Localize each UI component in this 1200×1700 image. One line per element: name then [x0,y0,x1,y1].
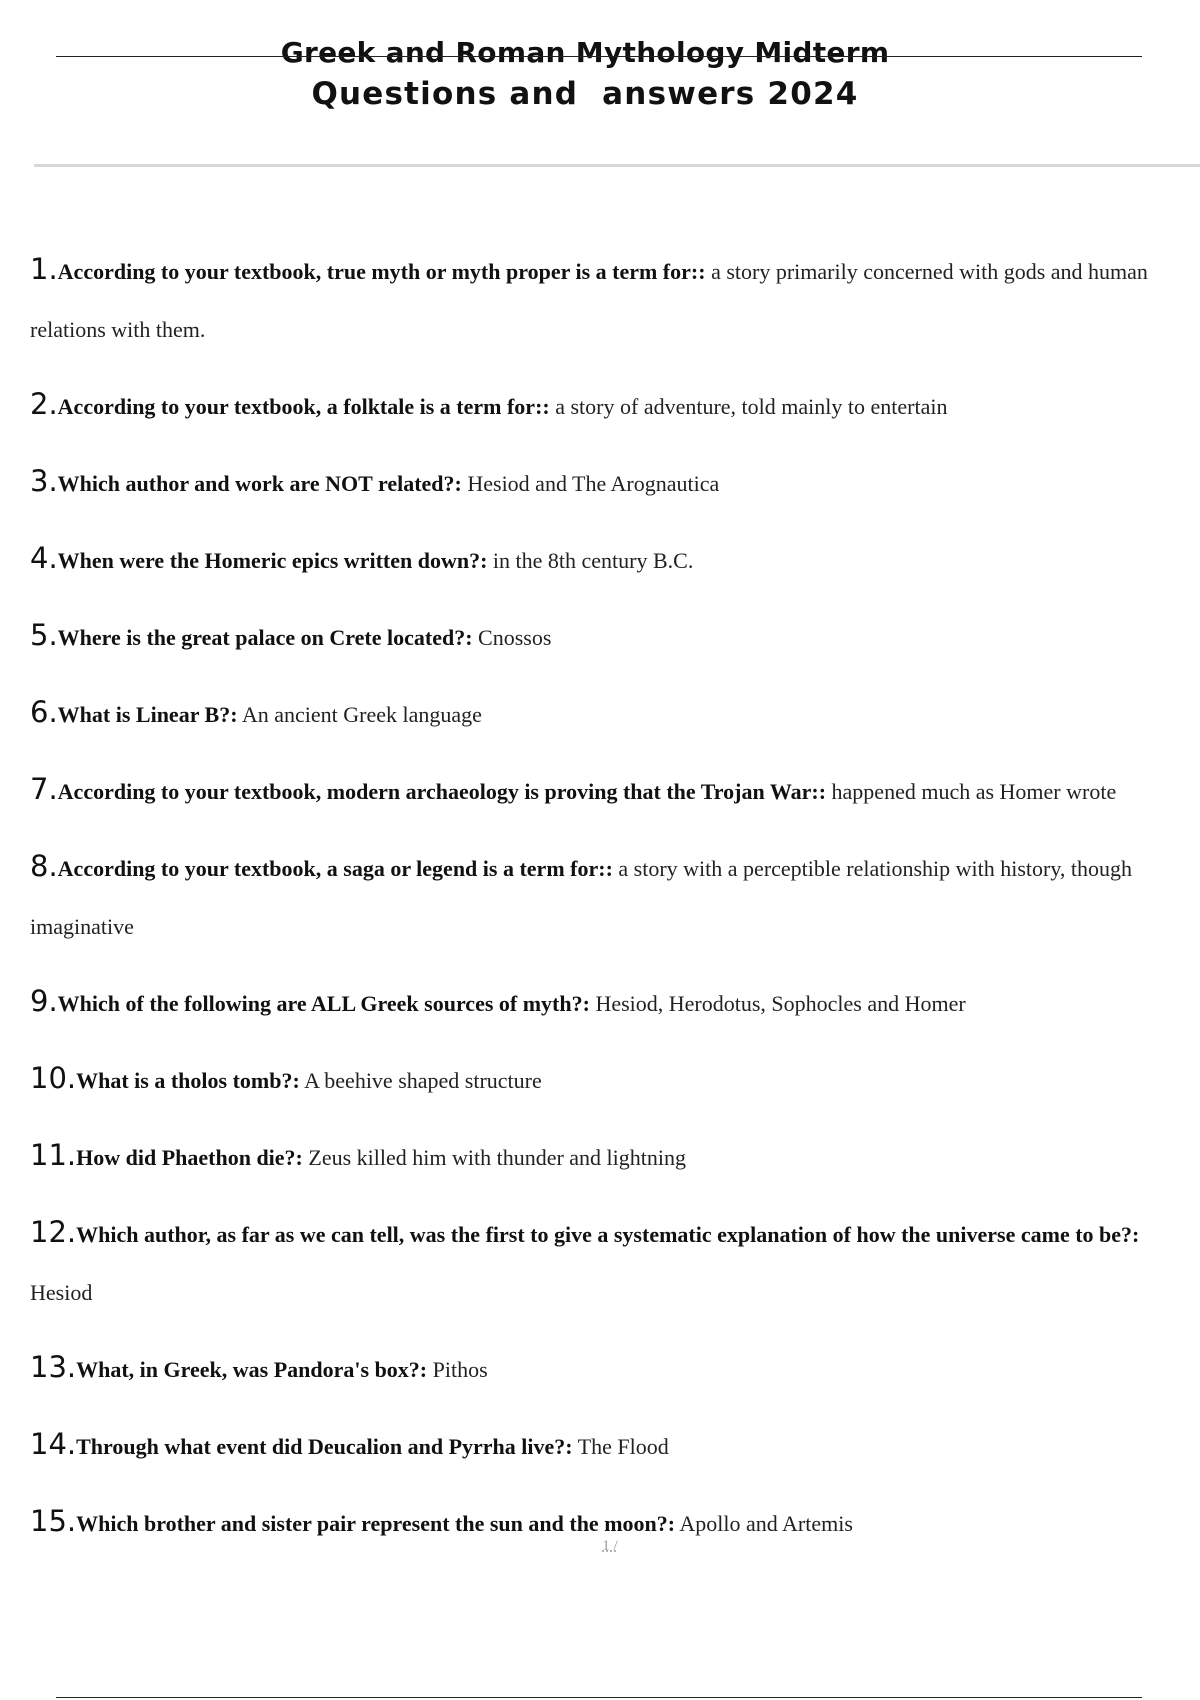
question-number: 3. [30,464,58,498]
qa-item-11 [30,1126,1195,1187]
question-number: 5. [30,618,58,652]
question-number: 15. [30,1504,77,1538]
answer-text: A beehive shaped structure [304,1068,542,1093]
question-text: When were the Homeric epics written down?: [57,548,488,573]
answer-text: The Flood [577,1434,669,1459]
document-subtitle: Questions and answers 2024 [311,76,859,112]
question-number: 13. [30,1350,77,1384]
qa-item-5 [30,606,1195,667]
qa-item-9 [30,972,1195,1033]
question-number: 12. [30,1215,77,1249]
answer-text: a story with a perceptible relationship with history, though imaginative [30,856,1133,939]
qa-item-14 [30,1415,1195,1476]
answer-text: Pithos [432,1357,488,1382]
qa-item-7 [30,760,1195,821]
qa-item-4 [30,529,1195,590]
answer-text: happened much as Homer wrote [831,779,1117,804]
question-number: 8. [30,849,58,883]
qa-item-2 [30,375,1195,436]
qa-item-10 [30,1049,1195,1110]
answer-text: Hesiod, Herodotus, Sophocles and Homer [595,991,966,1016]
question-number: 9. [30,984,58,1018]
question-number: 6. [30,695,58,729]
question-text: What is Linear B?: [57,702,238,727]
answer-text: a story of adventure, told mainly to entertain [555,394,948,419]
document-title: Greek and Roman Mythology Midterm [280,36,890,69]
question-number: 4. [30,541,58,575]
question-number: 7. [30,772,58,806]
question-text: What, in Greek, was Pandora's box?: [76,1357,428,1382]
question-text: Which author and work are NOT related?: [57,471,462,496]
question-number: 10. [30,1061,77,1095]
question-text: Which of the following are ALL Greek sources of myth?: [57,991,590,1016]
answer-text: a story primarily concerned with gods and human relations with them. [30,259,1148,342]
qa-item-1 [30,240,1195,359]
question-text: Where is the great palace on Crete located?: [57,625,473,650]
answer-text: Hesiod [30,1280,93,1305]
footer-rule [56,1697,1142,1698]
answer-text: Apollo and Artemis [679,1511,853,1536]
question-number: 14. [30,1427,77,1461]
qa-item-3 [30,452,1195,513]
question-text: Which brother and sister pair represent the sun and the moon?: [76,1511,676,1536]
question-text: According to your textbook, a saga or legend is a term for:: [57,856,613,881]
question-text: According to your textbook, a folktale is a term for:: [57,394,550,419]
qa-item-8 [30,837,1195,956]
question-answer-list [30,240,1195,1569]
question-number: 1. [30,252,58,286]
qa-item-6 [30,683,1195,744]
answer-text: Cnossos [478,625,552,650]
question-text: How did Phaethon die?: [76,1145,303,1170]
question-text: What is a tholos tomb?: [76,1068,300,1093]
answer-text: in the 8th century B.C. [492,548,694,573]
qa-item-13 [30,1338,1195,1399]
answer-text: Zeus killed him with thunder and lightning [308,1145,687,1170]
question-text: According to your textbook, true myth or myth proper is a term for:: [57,259,706,284]
question-text: According to your textbook, modern archaeology is proving that the Trojan War:: [57,779,827,804]
document-header [0,34,1170,116]
question-number: 2. [30,387,58,421]
answer-text: Hesiod and The Arognautica [467,471,720,496]
page-number: 1 / [602,1538,618,1554]
header-rule [56,56,1142,57]
question-text: Through what event did Deucalion and Pyrrha live?: [76,1434,573,1459]
qa-item-12 [30,1203,1195,1322]
section-divider [34,164,1200,167]
answer-text: An ancient Greek language [241,702,482,727]
question-text: Which author, as far as we can tell, was the first to give a systematic explanation of how the universe came to be?: [76,1222,1140,1247]
question-number: 11. [30,1138,77,1172]
